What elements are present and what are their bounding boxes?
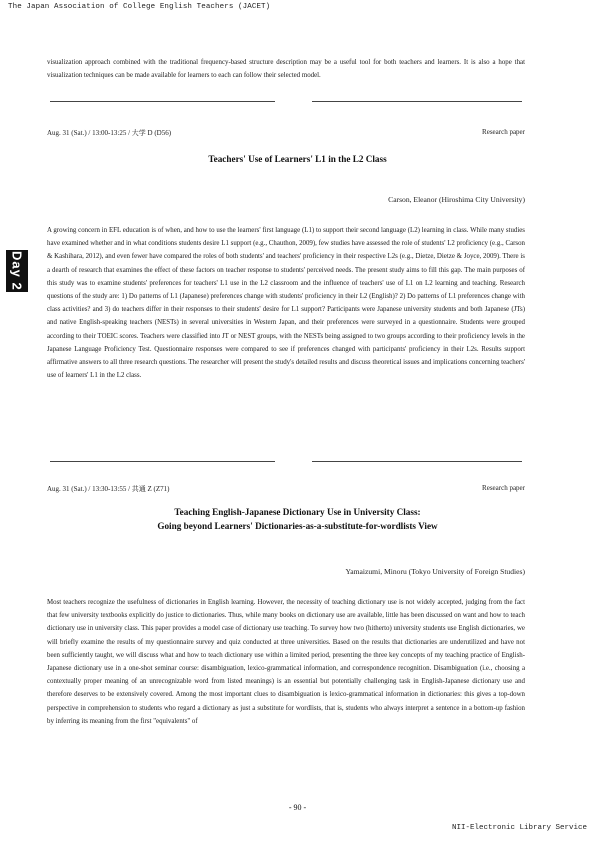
session-meta: Aug. 31 (Sat.) / 13:30-13:55 / 共通 Z (Z71) [47, 485, 170, 493]
paper-title: Teachers' Use of Learners' L1 in the L2 Class [208, 154, 387, 164]
paper-type: Research paper [482, 128, 525, 136]
paper-author: Carson, Eleanor (Hiroshima City University) [388, 195, 525, 204]
page-number: - 90 - [288, 803, 307, 812]
paper-title-line-2: Going beyond Learners' Dictionaries-as-a-substitute-for-wordlists View [157, 521, 438, 531]
divider-right [312, 101, 522, 102]
continued-paragraph: visualization approach combined with the traditional frequency-based structure description may be a useful tool for both teachers and learners. It is also a hope that visualization techniques can be made available for learners to each can follow their selected model. [47, 59, 525, 80]
journal-header: The Japan Association of College English Teachers (JACET) [8, 3, 271, 11]
session-meta: Aug. 31 (Sat.) / 13:00-13:25 / 大学 D (D56) [47, 129, 172, 137]
divider-right [312, 461, 522, 462]
day-tab [6, 250, 28, 292]
paper-author: Yamaizumi, Minoru (Tokyo University of Foreign Studies) [345, 567, 525, 576]
divider-left [50, 461, 275, 462]
paper-type: Research paper [482, 484, 525, 492]
paper-abstract: A growing concern in EFL education is of when, and how to use the learners' first language (L1) to support their second language (L2) learning in class. While many studies have examined whether and in what conditions students desire L1 support (e.g., Chauthon, 2009), few studies have assessed the role of students' L2 proficiency (e.g., Carson & Kashihara, 2012), and even fewer have compared the roles of both students' and teachers' proficiency in their respective L2s (e.g., Dietze, Dietze & Joyce, 2009). There is a dearth of research that examines the effect of these factors on teacher response to students' perceived needs. The present study aims to fill this gap. The main purposes of this study was to examine students' preferences for teachers' L1 use in the L2 classroom and the influence of teachers' use of L1 on L2 learning and teaching. Research questions of the study are: 1) Do patterns of L1 (Japanese) preferences change with students' proficiency in their L2 (English)? 2) Do patterns of L1 preferences change with class activities? and 3) do teachers differ in their responses to their students' desire for L1 support? Participants were Japanese university students and both Japanese (JTs) and native English-speaking teachers (NESTs) in several universities in Western Japan, and their preferences were surveyed in a questionnaire. Students were grouped according to their TOEIC scores. Teachers were classified into JT or NEST groups, with the NESTs being assigned to two groups according to their proficiency levels in the Japanese Language Proficiency Test. Questionnaire responses were compared to see if preferences changed with participants' proficiency in their L2s. Results support affirmative answers to all three research questions. The researcher will present the study's detailed results and discuss theoretical issues and implications concerning teachers' use of learners' L1 in the L2 class. [47, 227, 525, 380]
paper-title-line-1: Teaching English-Japanese Dictionary Use in University Class: [174, 507, 421, 517]
divider-left [50, 101, 275, 102]
day-tab-label: Day 2 [9, 251, 25, 291]
paper-abstract: Most teachers recognize the usefulness of dictionaries in English learning. However, the necessity of teaching dictionary use is not widely accepted, judging from the fact that few university textbooks explicitly do justice to dictionaries. Thus, while many books on dictionary use are available, little has been discussed on want and how to teach dictionary use in university class. This paper provides a model case of dictionary use teaching. To survey how two (hitherto) university students use English dictionaries, we will briefly examine the results of my questionnaire survey and quiz conducted at three universities. Based on the results that dictionaries are underutilized and have not been sufficiently taught, we will discuss what and how to teach dictionary use within a limited period, presenting the three key concepts of my teaching practice of English-Japanese dictionary use in a one-shot seminar course: disambiguation, lexico-grammatical information, and correspondence recognition. Disambiguation (i.e., choosing a contextually proper meaning of an unrecognizable word from listed meanings) is an essential but potentially challenging task in English-Japanese dictionary use and therefore deserves to be extensively covered. Among the most important clues to disambiguation is lexico-grammatical information in dictionaries: this gives a top-down perspective in comprehension to students who regard a dictionary as just a substitute for wordlists, that is, students who always interpret a sentence in a bottom-up fashion by inferring its meaning from the first "equivalents" of [47, 599, 525, 725]
library-service-footer: NII-Electronic Library Service [451, 824, 587, 832]
